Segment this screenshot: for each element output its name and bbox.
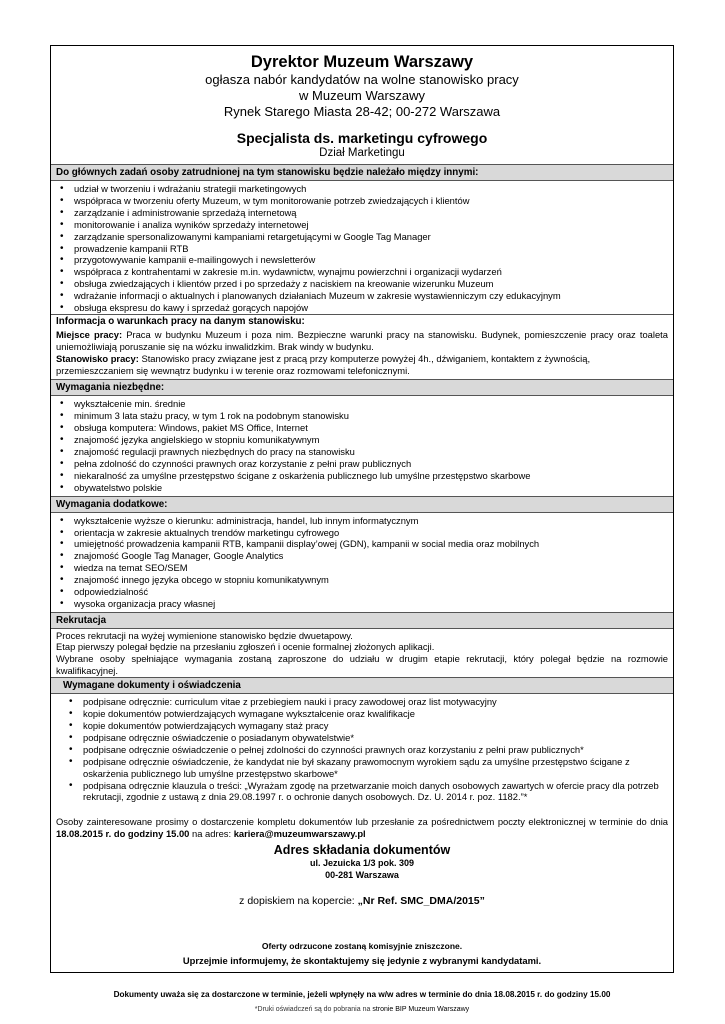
list-item: • pełna zdolność do czynności prawnych oraz korzystanie z pełni praw publicznych	[68, 458, 673, 470]
submission-email-link[interactable]: kariera@muzeumwarszawy.pl	[233, 827, 366, 839]
list-item: • niekaralność za umyślne przestępstwo ścigane z oskarżenia publicznego lub umyślne przestępstwo skarbowe	[68, 470, 673, 482]
list-item: • znajomość innego języka obcego w stopniu komunikatywnym	[68, 574, 673, 586]
required-list	[51, 398, 673, 493]
reference-line	[51, 895, 673, 908]
address-street: ul. Jezuicka 1/3 pok. 309	[309, 857, 415, 868]
list-item: • wykształcenie wyższe o kierunku: administracja, handel, lub innym informatycznym	[68, 515, 673, 527]
duties-heading: Do głównych zadań osoby zatrudnionej na tym stanowisku będzie należało między innymi:	[51, 164, 673, 181]
documents-heading: Wymagane dokumenty i oświadczenia	[51, 677, 673, 694]
list-item: • znajomość regulacji prawnych niezbędnych do pracy na stanowisku	[68, 446, 673, 458]
list-item: • wdrażanie informacji o aktualnych i planowanych działaniach Muzeum w zakresie wystawienniczym czy edukacyjnym	[68, 290, 673, 302]
reference-number: „Nr Ref. SMC_DMA/2015”	[357, 894, 485, 907]
recruitment-p2: Etap pierwszy polegał będzie na przesłaniu zgłoszeń i ocenie formalnej złożonych aplikacji.	[56, 641, 435, 653]
list-item: • obsługa zwiedzających i klientów przed i po sprzedaży z naciskiem na kreowanie wizerunku Muzeum	[68, 278, 673, 290]
list-item: • przygotowywanie kampanii e-mailingowych i newsletterów	[68, 254, 673, 266]
recruitment-p3: Wybrane osoby spełniające wymagania zostaną zaproszone do udziału w drugim etapie rekrutacji, który polegał będzie na rozmowie kwalifikacyjnej.	[56, 653, 668, 676]
list-item: • monitorowanie i analiza wyników sprzedaży internetowej	[68, 219, 673, 231]
workplace-label: Miejsce pracy:	[56, 328, 123, 340]
museum-name: w Muzeum Warszawy	[299, 88, 425, 103]
submission-deadline: 18.08.2015 r. do godziny 15.00	[56, 827, 190, 839]
contact-note: Uprzejmie informujemy, że skontaktujemy się jedynie z wybranymi kandydatami.	[182, 954, 542, 966]
list-item: • podpisana odręcznie klauzula o treści: „Wyrażam zgodę na przetwarzanie moich danych osobowych zawartych w ofercie pracy dla potrzeb rekrutacji, zgodnie z ustawą z dnia 29.08.1997 r. o ochronie danych osobowych. Dz. U. 2014 r. poz. 1182.”*	[77, 780, 673, 804]
additional-list	[51, 515, 673, 610]
list-item: • umiejętność prowadzenia kampanii RTB, kampanii display’owej (GDN), kampanii w social media oraz mobilnych	[68, 538, 673, 550]
department-name: Dział Marketingu	[319, 147, 405, 159]
list-item: • współpraca w tworzeniu oferty Muzeum, w tym monitorowanie potrzeb zwiedzających i klientów	[68, 195, 673, 207]
announcement-line: ogłasza nabór kandydatów na wolne stanowisko pracy	[205, 72, 519, 87]
workplace-text: Praca w budynku Muzeum i poza nim. Bezpieczne warunki pracy na stanowisku. Budynek, pomieszczenie pracy oraz toaleta uniemożliwiają poruszanie się na wózku inwalidzkim. Brak windy w budynku.	[56, 328, 668, 352]
museum-address: Rynek Starego Miasta 28-42; 00-272 Warszawa	[223, 104, 501, 119]
forms-note-text: *Druki oświadczeń są do pobrania na	[254, 1005, 373, 1013]
deadline-note: Dokumenty uważa się za dostarczone w terminie, jeżeli wpłynęły na w/w adres w terminie do dnia 18.08.2015 r. do godziny 15.00	[113, 989, 611, 999]
document-frame	[50, 45, 674, 1013]
list-item: • podpisane odręcznie oświadczenie o posiadanym obywatelstwie*	[77, 732, 673, 744]
conditions-heading: Informacja o warunkach pracy na danym stanowisku:	[51, 314, 673, 328]
duties-list	[51, 183, 673, 314]
list-item: • obsługa ekspresu do kawy i sprzedaż gorących napojów	[68, 302, 673, 314]
list-item: • kopie dokumentów potwierdzających wymagany staż pracy	[77, 720, 673, 732]
list-item: • podpisane odręcznie: curriculum vitae z przebiegiem nauki i pracy zawodowej oraz list motywacyjny	[77, 696, 673, 708]
list-item: • orientacja w zakresie aktualnych trendów marketingu cyfrowego	[68, 527, 673, 539]
list-item: • znajomość języka angielskiego w stopniu komunikatywnym	[68, 434, 673, 446]
list-item: • znajomość Google Tag Manager, Google Analytics	[68, 550, 673, 562]
workstation-paragraph	[51, 353, 673, 377]
list-item: • odpowiedzialność	[68, 586, 673, 598]
documents-list	[51, 696, 673, 803]
workplace-paragraph	[51, 328, 673, 353]
list-item: • obsługa komputera: Windows, pakiet MS Office, Internet	[68, 422, 673, 434]
list-item: • współpraca z kontrahentami w zakresie m.in. wydawnictw, wynajmu powierzchni i organizacji wydarzeń	[68, 266, 673, 278]
recruitment-p1: Proces rekrutacji na wyżej wymienione stanowisko będzie dwuetapowy.	[56, 629, 353, 641]
workstation-label: Stanowisko pracy:	[56, 353, 139, 365]
rejected-offers-note: Oferty odrzucone zostaną komisyjnie zniszczone.	[261, 940, 463, 951]
list-item: • wiedza na temat SEO/SEM	[68, 562, 673, 574]
list-item: • kopie dokumentów potwierdzających wymagane wykształcenie oraz kwalifikacje	[77, 708, 673, 720]
forms-note	[51, 1005, 673, 1014]
reference-prefix: z dopiskiem na kopercie:	[239, 894, 358, 907]
recruitment-heading: Rekrutacja	[51, 612, 673, 629]
list-item: • zarządzanie spersonalizowanymi kampaniami retargetującymi w Google Tag Manager	[68, 231, 673, 243]
list-item: • minimum 3 lata stażu pracy, w tym 1 rok na podobnym stanowisku	[68, 410, 673, 422]
list-item: • podpisane odręcznie oświadczenie o pełnej zdolności do czynności prawnych oraz korzystaniu z pełni praw publicznych*	[77, 744, 673, 756]
workstation-text: Stanowisko pracy związane jest z pracą przy komputerze powyżej 4h., dźwiganiem, kontaktem z żywnością, przemieszczaniem się wewnątrz budynku i w terenie oraz rozmowami telefonicznymi.	[56, 353, 591, 376]
list-item: • prowadzenie kampanii RTB	[68, 243, 673, 255]
list-item: • obywatelstwo polskie	[68, 482, 673, 494]
submission-text: Osoby zainteresowane prosimy o dostarczenie kompletu dokumentów lub przesłanie za pośrednictwem poczty elektronicznej w terminie do dnia	[56, 816, 668, 828]
bip-link[interactable]: stronie BIP Muzeum Warszawy	[372, 1005, 470, 1013]
address-city: 00-281 Warszawa	[325, 869, 399, 880]
list-item: • wykształcenie min. średnie	[68, 398, 673, 410]
institution-title: Dyrektor Muzeum Warszawy	[250, 53, 474, 71]
position-title: Specjalista ds. marketingu cyfrowego	[236, 130, 488, 146]
list-item: • wysoka organizacja pracy własnej	[68, 598, 673, 610]
list-item: • zarządzanie i administrowanie sprzedażą internetową	[68, 207, 673, 219]
required-heading: Wymagania niezbędne:	[51, 379, 673, 396]
address-title: Adres składania dokumentów	[273, 842, 451, 857]
list-item: • udział w tworzeniu i wdrażaniu strategii marketingowych	[68, 183, 673, 195]
additional-heading: Wymagania dodatkowe:	[51, 496, 673, 513]
list-item: • podpisane odręcznie oświadczenie, że kandydat nie był skazany prawomocnym wyrokiem sądu za umyślne przestępstwo ścigane z oskarżenia publicznego lub umyślne przestępstwo skarbowe*	[77, 756, 673, 780]
submission-text-2: na adres:	[189, 827, 234, 839]
submission-paragraph	[51, 815, 673, 840]
